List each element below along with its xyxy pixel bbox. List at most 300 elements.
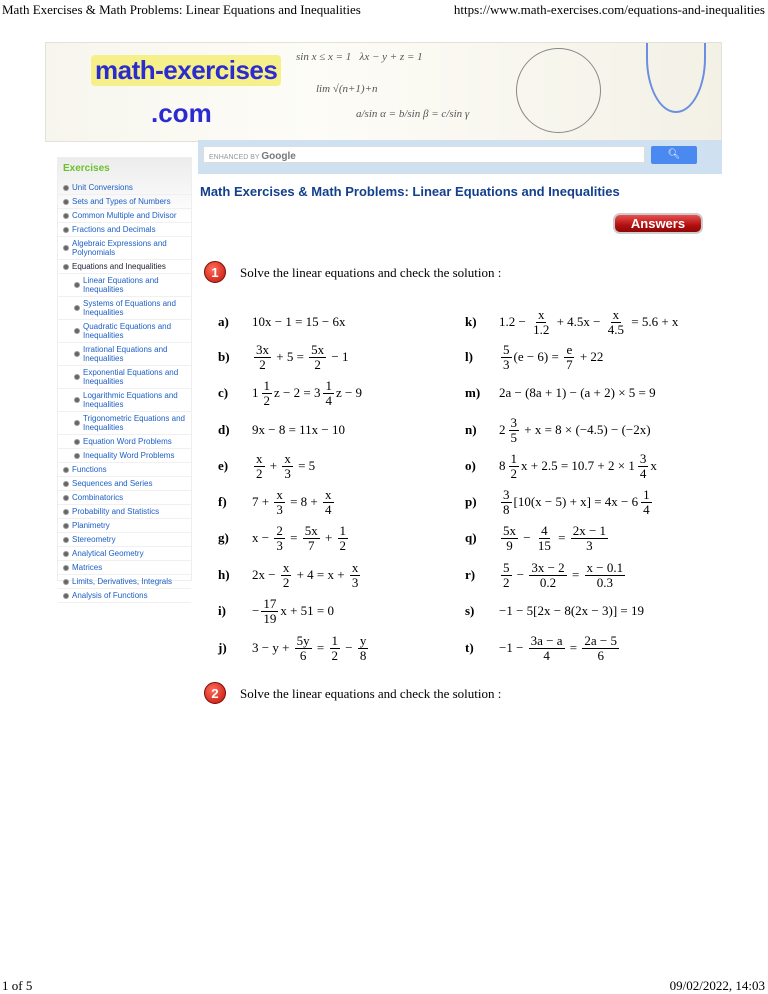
sidebar-item[interactable] bbox=[58, 533, 191, 547]
bullet-icon bbox=[63, 495, 69, 501]
bullet-icon bbox=[63, 579, 69, 585]
bullet-icon bbox=[63, 481, 69, 487]
fraction-numerator: x bbox=[325, 486, 332, 502]
sidebar-item-label: Sets and Types of Numbers bbox=[72, 197, 171, 206]
sidebar-item-label: Common Multiple and Divisor bbox=[72, 211, 177, 220]
equation-expression bbox=[499, 308, 678, 337]
answers-button[interactable]: Answers bbox=[613, 213, 703, 234]
fraction-numerator: 1 bbox=[339, 522, 347, 538]
fraction-denominator: 3 bbox=[351, 574, 359, 590]
bullet-icon bbox=[74, 351, 80, 357]
fraction bbox=[274, 488, 285, 517]
equation-text: + 4.5x − bbox=[553, 314, 604, 329]
equation-label: j) bbox=[218, 640, 227, 655]
equation-row bbox=[218, 521, 350, 555]
sidebar-item-label: Irrational Equations and Inequalities bbox=[83, 345, 168, 363]
sidebar-item-label: Linear Equations and Inequalities bbox=[83, 276, 159, 294]
bullet-icon bbox=[63, 593, 69, 599]
equation-expression bbox=[499, 385, 656, 401]
search-input[interactable] bbox=[203, 146, 645, 163]
fraction bbox=[509, 452, 520, 481]
equation-expression bbox=[252, 488, 336, 517]
fraction-numerator: 1 bbox=[643, 486, 650, 502]
fraction-numerator: 5y bbox=[296, 632, 310, 648]
equation-label: h) bbox=[218, 567, 230, 582]
print-page-number: 1 of 5 bbox=[2, 978, 33, 993]
fraction-denominator: 2 bbox=[314, 356, 321, 372]
sidebar-item-label: Exponential Equations and Inequalities bbox=[83, 368, 179, 386]
problem-number-icon: 1 bbox=[204, 261, 226, 283]
fraction bbox=[274, 524, 285, 553]
fraction-denominator: 4 bbox=[325, 392, 332, 408]
fraction-denominator: 4 bbox=[543, 647, 550, 663]
search-placeholder-prefix: ENHANCED BY bbox=[209, 154, 260, 161]
equation-label: g) bbox=[218, 530, 229, 545]
fraction-numerator: x bbox=[351, 559, 359, 575]
print-header-title: Math Exercises & Math Problems: Linear Equations and Inequalities bbox=[2, 2, 361, 17]
page-title: Math Exercises & Math Problems: Linear Equations and Inequalities bbox=[200, 184, 620, 199]
fraction bbox=[323, 488, 334, 517]
fraction bbox=[638, 452, 649, 481]
sidebar-item-label: Combinatorics bbox=[72, 493, 124, 502]
sidebar-item[interactable] bbox=[58, 343, 191, 366]
bullet-icon bbox=[74, 328, 80, 334]
equation-expression bbox=[499, 452, 657, 481]
sidebar-item-label: Inequality Word Problems bbox=[83, 451, 175, 460]
sidebar-item[interactable] bbox=[58, 561, 191, 575]
fraction-denominator: 7 bbox=[566, 356, 573, 372]
sidebar-item[interactable] bbox=[58, 589, 191, 603]
bullet-icon bbox=[63, 245, 69, 251]
fraction-denominator: 3 bbox=[276, 537, 283, 553]
fraction-numerator: 17 bbox=[263, 595, 277, 611]
equation-expression bbox=[252, 561, 362, 590]
equation-text: = bbox=[313, 640, 328, 655]
sidebar-item-label: Equation Word Problems bbox=[83, 437, 172, 446]
sidebar-item[interactable] bbox=[58, 320, 191, 343]
fraction-numerator: 3x bbox=[256, 341, 269, 357]
equation-row bbox=[465, 594, 644, 628]
sidebar-item-label: Stereometry bbox=[72, 535, 116, 544]
sidebar-item-label: Analysis of Functions bbox=[72, 591, 148, 600]
equation-expression bbox=[499, 343, 603, 372]
mixed-number-whole: 3 bbox=[313, 385, 321, 400]
equation-text: = 8 + bbox=[286, 494, 322, 509]
search-button[interactable] bbox=[651, 146, 697, 164]
sidebar-item[interactable] bbox=[58, 491, 191, 505]
equation-text: 9x − 8 = 11x − 10 bbox=[252, 422, 346, 437]
fraction-numerator: 2x − 1 bbox=[572, 522, 607, 538]
fraction bbox=[254, 343, 271, 372]
equation-expression bbox=[252, 597, 334, 626]
fraction-numerator: 3 bbox=[510, 414, 517, 430]
search-bar bbox=[198, 140, 722, 174]
fraction-numerator: 5x bbox=[503, 522, 516, 538]
bullet-icon bbox=[63, 509, 69, 515]
fraction-denominator: 15 bbox=[537, 537, 551, 553]
fraction bbox=[330, 634, 341, 663]
equation-text: 2a − (8a + 1) − (a + 2) × 5 = 9 bbox=[499, 385, 656, 400]
sidebar-item[interactable] bbox=[58, 223, 191, 237]
sidebar-item[interactable] bbox=[58, 181, 191, 195]
fraction-denominator: 5 bbox=[510, 429, 517, 445]
bullet-icon bbox=[63, 467, 69, 473]
sidebar-item-label: Unit Conversions bbox=[72, 183, 133, 192]
equation-text: (e − 6) = bbox=[513, 349, 563, 364]
sidebar-item-label: Probability and Statistics bbox=[72, 507, 160, 516]
fraction-denominator: 2 bbox=[263, 392, 270, 408]
fraction bbox=[501, 524, 518, 553]
sidebar-item-label: Fractions and Decimals bbox=[72, 225, 156, 234]
sidebar-item-label: Planimetry bbox=[72, 521, 110, 530]
equation-text: 7 + bbox=[252, 494, 273, 509]
equation-expression bbox=[499, 488, 654, 517]
sidebar-item-label: Logarithmic Equations and Inequalities bbox=[83, 391, 178, 409]
equation-row bbox=[465, 376, 656, 410]
problem-instruction: Solve the linear equations and check the solution : bbox=[240, 686, 502, 701]
equation-text: + bbox=[266, 458, 281, 473]
equation-text: − bbox=[520, 530, 534, 545]
sidebar-item-label: Equations and Inequalities bbox=[72, 262, 166, 271]
sidebar-item-label: Analytical Geometry bbox=[72, 549, 144, 558]
bullet-icon bbox=[74, 305, 80, 311]
equation-text: + x = 8 × (−4.5) − (−2x) bbox=[521, 422, 651, 437]
problem-number-icon: 2 bbox=[204, 682, 226, 704]
fraction-numerator: 1 bbox=[263, 377, 270, 393]
fraction-denominator: 2 bbox=[331, 647, 339, 663]
equation-text: = 5.6 + x bbox=[628, 314, 679, 329]
bullet-icon bbox=[63, 565, 69, 571]
equation-expression bbox=[499, 416, 651, 445]
fraction bbox=[606, 308, 626, 337]
sidebar-item[interactable] bbox=[58, 463, 191, 477]
bullet-icon bbox=[63, 551, 69, 557]
equation-expression bbox=[499, 634, 621, 663]
equation-row bbox=[218, 631, 370, 665]
equation-expression bbox=[252, 524, 350, 553]
fraction bbox=[501, 343, 512, 372]
equation-row bbox=[465, 305, 678, 339]
equation-label: i) bbox=[218, 603, 226, 618]
fraction-numerator: x bbox=[284, 450, 291, 466]
equation-text: = 5 bbox=[294, 458, 316, 473]
equation-label: b) bbox=[218, 349, 230, 364]
fraction-numerator: 3a − a bbox=[530, 632, 563, 648]
fraction-denominator: 0.2 bbox=[539, 574, 557, 590]
fraction-denominator: 1.2 bbox=[533, 321, 550, 337]
fraction-numerator: x bbox=[256, 450, 263, 466]
equation-text: 1.2 − bbox=[499, 314, 530, 329]
fraction bbox=[282, 452, 293, 481]
fraction-numerator: 3 bbox=[639, 450, 647, 466]
sidebar-item-label: Quadratic Equations and Inequalities bbox=[83, 322, 172, 340]
sidebar-item[interactable] bbox=[58, 297, 191, 320]
fraction-denominator: 6 bbox=[299, 647, 307, 663]
fraction bbox=[261, 597, 278, 626]
fraction-numerator: 3 bbox=[503, 486, 510, 502]
equation-text: = bbox=[568, 567, 583, 582]
equation-label: n) bbox=[465, 422, 477, 437]
fraction-denominator: 2 bbox=[339, 537, 347, 553]
equation-label: f) bbox=[218, 494, 227, 509]
sidebar-item[interactable] bbox=[58, 435, 191, 449]
equation-expression bbox=[499, 561, 627, 590]
sidebar-item-label: Trigonometric Equations and Inequalities bbox=[83, 414, 185, 432]
bullet-icon bbox=[63, 199, 69, 205]
sidebar-item[interactable] bbox=[58, 209, 191, 223]
decorative-circle bbox=[516, 48, 601, 133]
fraction bbox=[309, 343, 326, 372]
equation-label: l) bbox=[465, 349, 473, 364]
fraction-numerator: 1 bbox=[331, 632, 339, 648]
equation-expression bbox=[252, 343, 349, 372]
sidebar-item[interactable] bbox=[58, 389, 191, 412]
sidebar-item-label: Algebraic Expressions and Polynomials bbox=[72, 239, 167, 257]
fraction-numerator: y bbox=[359, 632, 367, 648]
bullet-icon bbox=[63, 185, 69, 191]
sidebar-item[interactable] bbox=[58, 477, 191, 491]
equation-expression bbox=[252, 422, 345, 438]
sidebar-item[interactable] bbox=[58, 547, 191, 561]
fraction bbox=[564, 343, 575, 372]
equation-label: c) bbox=[218, 385, 229, 400]
fraction bbox=[536, 524, 553, 553]
fraction bbox=[529, 561, 566, 590]
fraction-numerator: 4 bbox=[541, 522, 548, 538]
problem-instruction: Solve the linear equations and check the solution : bbox=[240, 265, 502, 280]
fraction-denominator: 8 bbox=[503, 501, 510, 517]
sidebar-item[interactable] bbox=[58, 575, 191, 589]
equation-text: + 4 = x + bbox=[293, 567, 348, 582]
sidebar-item[interactable] bbox=[58, 274, 191, 297]
equation-row bbox=[465, 558, 627, 592]
fraction-denominator: 4 bbox=[325, 501, 332, 517]
fraction bbox=[358, 634, 369, 663]
fraction bbox=[531, 308, 551, 337]
sidebar-item-label: Sequences and Series bbox=[72, 479, 153, 488]
equation-text: − bbox=[513, 567, 528, 582]
fraction bbox=[323, 379, 334, 408]
equation-row bbox=[218, 413, 345, 447]
equation-row bbox=[218, 340, 349, 374]
fraction-numerator: 1 bbox=[325, 377, 332, 393]
equation-expression bbox=[252, 314, 346, 330]
fraction-denominator: 7 bbox=[307, 537, 315, 553]
equation-text: + 5 = bbox=[273, 349, 308, 364]
fraction-denominator: 2 bbox=[503, 574, 510, 590]
sidebar-item[interactable] bbox=[58, 195, 191, 209]
bullet-icon bbox=[74, 453, 80, 459]
fraction-denominator: 0.3 bbox=[596, 574, 613, 590]
fraction-denominator: 9 bbox=[506, 537, 513, 553]
bullet-icon bbox=[74, 282, 80, 288]
sidebar-item-label: Limits, Derivatives, Integrals bbox=[72, 577, 173, 586]
equation-text: 2x − bbox=[252, 567, 279, 582]
equation-label: q) bbox=[465, 530, 477, 545]
equation-text: − bbox=[252, 603, 260, 618]
site-banner[interactable]: math-exercises .com sin x ≤ x = 1 λx − y + z = 1 lim √(n+1)+n a/sin α = b/sin β = c/sin γ bbox=[45, 42, 722, 142]
fraction-denominator: 3 bbox=[503, 356, 510, 372]
fraction-numerator: e bbox=[566, 341, 573, 357]
fraction bbox=[641, 488, 652, 517]
mixed-number-whole: 1 bbox=[628, 458, 635, 473]
fraction-denominator: 3 bbox=[586, 537, 593, 553]
equation-expression bbox=[252, 452, 315, 481]
fraction-denominator: 3 bbox=[284, 465, 291, 481]
equation-label: r) bbox=[465, 567, 476, 582]
sidebar-item-label: Functions bbox=[72, 465, 107, 474]
fraction bbox=[295, 634, 312, 663]
equation-text: z − 2 = bbox=[274, 385, 314, 400]
mixed-number-whole: 6 bbox=[631, 494, 639, 509]
fraction-numerator: 3x − 2 bbox=[531, 559, 565, 575]
equation-row bbox=[465, 449, 657, 483]
fraction-denominator: 3 bbox=[276, 501, 283, 517]
sidebar-item[interactable] bbox=[58, 505, 191, 519]
fraction-numerator: 5 bbox=[503, 341, 510, 357]
equation-text: −1 − 5[2x − 8(2x − 3)] = 19 bbox=[499, 603, 644, 618]
sidebar-item[interactable] bbox=[58, 449, 191, 463]
fraction-numerator: x bbox=[276, 486, 283, 502]
equation-expression bbox=[499, 524, 610, 553]
sidebar-item[interactable] bbox=[58, 260, 191, 274]
fraction-denominator: 2 bbox=[259, 356, 266, 372]
fraction-denominator: 2 bbox=[282, 574, 290, 590]
equation-row bbox=[465, 485, 654, 519]
bullet-icon bbox=[63, 213, 69, 219]
print-datetime: 09/02/2022, 14:03 bbox=[669, 978, 765, 993]
fraction-denominator: 8 bbox=[359, 647, 367, 663]
fraction-denominator: 2 bbox=[256, 465, 263, 481]
decorative-parabola bbox=[646, 42, 706, 113]
equation-label: d) bbox=[218, 422, 230, 437]
equation-text: − bbox=[342, 640, 356, 655]
equation-text: x bbox=[650, 458, 657, 473]
fraction-numerator: 5x bbox=[304, 522, 318, 538]
equation-label: k) bbox=[465, 314, 477, 329]
fraction bbox=[281, 561, 292, 590]
bullet-icon bbox=[74, 420, 80, 426]
fraction-denominator: 19 bbox=[263, 610, 277, 626]
bullet-icon bbox=[63, 537, 69, 543]
bullet-icon bbox=[74, 374, 80, 380]
equation-row bbox=[465, 340, 603, 374]
bullet-icon bbox=[63, 523, 69, 529]
fraction-numerator: 5 bbox=[503, 559, 510, 575]
fraction bbox=[501, 561, 512, 590]
equation-expression bbox=[252, 379, 362, 408]
equation-row bbox=[465, 631, 621, 665]
bullet-icon bbox=[63, 227, 69, 233]
equation-text: = bbox=[566, 640, 581, 655]
bullet-icon bbox=[74, 397, 80, 403]
fraction bbox=[338, 524, 349, 553]
mixed-number-whole: 2 bbox=[499, 422, 506, 437]
equation-row bbox=[218, 558, 362, 592]
equation-text: [10(x − 5) + x] = 4x − bbox=[513, 494, 632, 509]
logo-text: math-exercises bbox=[91, 55, 281, 86]
fraction-numerator: x bbox=[612, 306, 620, 322]
fraction bbox=[303, 524, 320, 553]
fraction-denominator: 4 bbox=[643, 501, 650, 517]
equation-text: x + 51 = 0 bbox=[280, 603, 335, 618]
sidebar-item-label: Systems of Equations and Inequalities bbox=[83, 299, 176, 317]
equation-label: t) bbox=[465, 640, 474, 655]
fraction-denominator: 6 bbox=[597, 647, 604, 663]
sidebar-list bbox=[58, 181, 191, 603]
equation-row bbox=[218, 376, 362, 410]
logo-domain: .com bbox=[151, 98, 212, 128]
equation-label: e) bbox=[218, 458, 229, 473]
equation-label: o) bbox=[465, 458, 476, 473]
equation-row bbox=[218, 449, 315, 483]
fraction bbox=[509, 416, 520, 445]
equation-row bbox=[465, 521, 610, 555]
sidebar-item[interactable] bbox=[58, 412, 191, 435]
bullet-icon bbox=[63, 264, 69, 270]
print-header-url: https://www.math-exercises.com/equations-and-inequalities bbox=[453, 2, 765, 17]
mixed-number-whole: 8 bbox=[499, 458, 506, 473]
sidebar-heading: Exercises bbox=[63, 163, 110, 174]
equation-text: −1 − bbox=[499, 640, 527, 655]
equation-label: a) bbox=[218, 314, 229, 329]
equation-row bbox=[465, 413, 651, 447]
equation-label: m) bbox=[465, 385, 481, 400]
sidebar bbox=[57, 157, 192, 600]
equation-text: = bbox=[554, 530, 569, 545]
equation-row bbox=[218, 305, 346, 339]
fraction-numerator: x bbox=[282, 559, 290, 575]
fraction bbox=[262, 379, 273, 408]
sidebar-item[interactable] bbox=[58, 366, 191, 389]
bullet-icon bbox=[74, 439, 80, 445]
equation-text: − 1 bbox=[328, 349, 349, 364]
equation-text: z − 9 bbox=[335, 385, 363, 400]
equation-row bbox=[218, 485, 336, 519]
fraction-numerator: 1 bbox=[510, 450, 517, 466]
equation-expression bbox=[252, 634, 370, 663]
sidebar-item[interactable] bbox=[58, 519, 191, 533]
equation-text: x + 2.5 = 10.7 + 2 × bbox=[521, 458, 629, 473]
search-icon: 🔍︎ bbox=[667, 149, 681, 160]
fraction bbox=[529, 634, 565, 663]
mixed-number-whole: 1 bbox=[252, 385, 259, 400]
fraction-denominator: 2 bbox=[510, 465, 517, 481]
equation-text: x − bbox=[252, 530, 273, 545]
fraction-numerator: 2a − 5 bbox=[584, 632, 617, 648]
fraction-numerator: 5x bbox=[311, 341, 325, 357]
equation-label: p) bbox=[465, 494, 477, 509]
fraction-numerator: x − 0.1 bbox=[586, 559, 624, 575]
fraction-numerator: 2 bbox=[276, 522, 283, 538]
equation-row bbox=[218, 594, 334, 628]
sidebar-item-label: Matrices bbox=[72, 563, 103, 572]
fraction bbox=[571, 524, 608, 553]
fraction-denominator: 4.5 bbox=[607, 321, 625, 337]
fraction bbox=[501, 488, 512, 517]
equation-text: = bbox=[286, 530, 301, 545]
fraction bbox=[350, 561, 361, 590]
fraction bbox=[582, 634, 619, 663]
equation-text: 3 − y + bbox=[252, 640, 293, 655]
fraction-numerator: x bbox=[537, 306, 545, 322]
search-placeholder-brand: Google bbox=[261, 151, 296, 162]
equation-text: 10x − 1 = 15 − 6x bbox=[252, 314, 346, 329]
fraction bbox=[254, 452, 265, 481]
fraction-denominator: 4 bbox=[639, 465, 647, 481]
equation-expression bbox=[499, 603, 644, 619]
sidebar-item[interactable] bbox=[58, 237, 191, 260]
